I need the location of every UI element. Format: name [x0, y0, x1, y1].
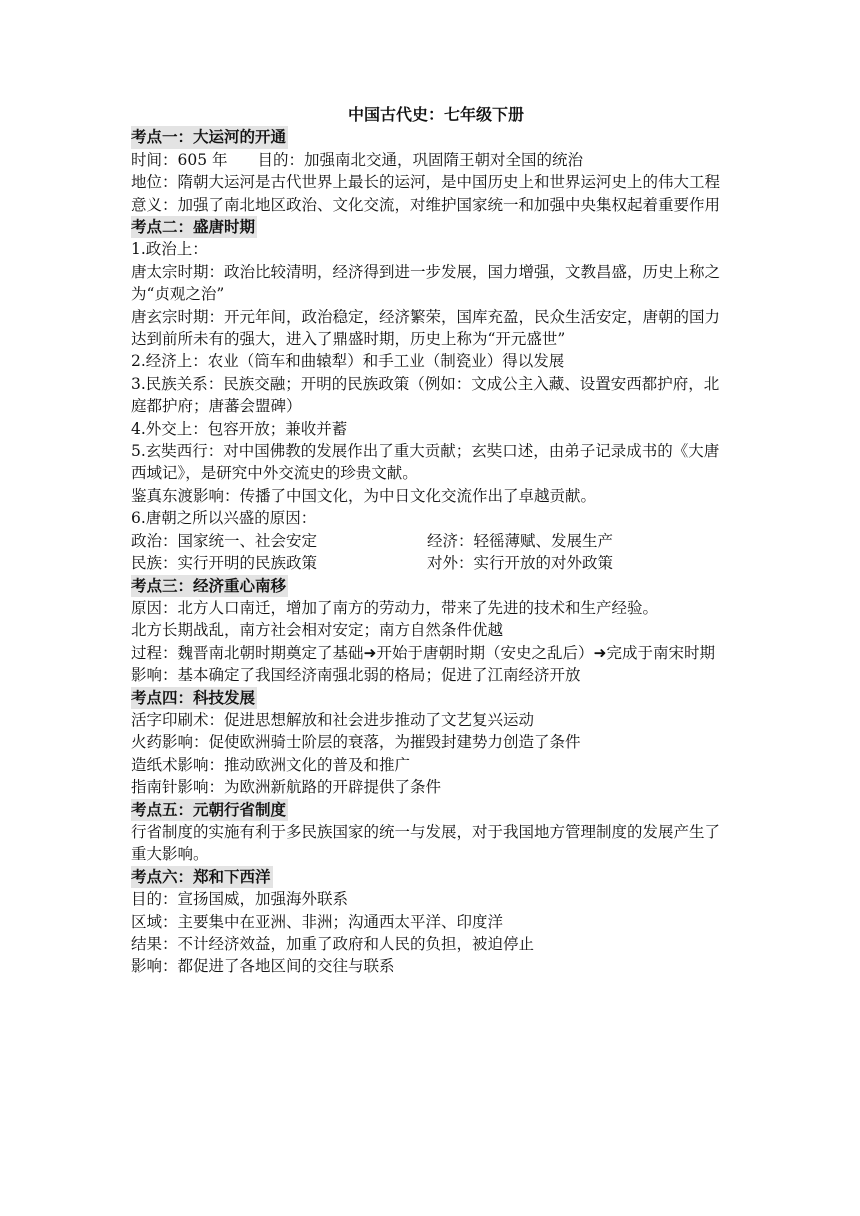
tang-economy: 2.经济上：农业（筒车和曲辕犁）和手工业（制瓷业）得以发展: [131, 352, 565, 371]
zhenghe-purpose: 目的：宣扬国威，加强海外联系: [131, 890, 349, 909]
section-province-system: [131, 799, 727, 866]
tang-diplomacy: 4.外交上：包容开放；兼收并蓄: [131, 419, 348, 438]
tang-politics-title: 1.政治上：: [131, 240, 208, 259]
document-title: 中国古代史：七年级下册: [347, 105, 524, 124]
shift-cause-cont: 北方长期战乱，南方社会相对安定；南方自然条件优越: [131, 621, 504, 640]
reasons-row: [131, 552, 727, 574]
tech-gunpowder: 火药影响：促使欧洲骑士阶层的衰落，为摧毁封建势力创造了条件: [131, 733, 581, 752]
tech-printing: 活字印刷术：促进思想解放和社会进步推动了文艺复兴运动: [131, 710, 535, 729]
section-heading: 考点五：元朝行省制度: [131, 799, 288, 821]
canal-time-purpose: [131, 149, 727, 171]
tech-compass: 指南针影响：为欧洲新航路的开辟提供了条件: [131, 778, 442, 797]
reason-foreign: 对外：实行开放的对外政策: [427, 554, 614, 573]
canal-time: 时间：605 年: [131, 150, 228, 169]
tang-xuanzang: 5.玄奘西行：对中国佛教的发展作出了重大贡献；玄奘口述，由弟子记录成书的《大唐西域记》，是研究中外交流史的珍贵文献。: [131, 442, 720, 483]
tech-paper: 造纸术影响：推动欧洲文化的普及和推广: [131, 755, 411, 774]
section-technology: [131, 687, 727, 799]
canal-purpose: 目的：加强南北交通，巩固隋王朝对全国的统治: [257, 150, 584, 169]
province-text: 行省制度的实施有利于多民族国家的统一与发展，对于我国地方管理制度的发展产生了重大影响。: [131, 822, 721, 864]
canal-status: 地位：隋朝大运河是古代世界上最长的运河，是中国历史上和世界运河史上的伟大工程: [131, 173, 721, 192]
section-grand-canal: [131, 126, 727, 216]
reasons-row: [131, 530, 727, 552]
tang-reasons-title: 6.唐朝之所以兴盛的原因：: [131, 509, 317, 528]
document-page: [131, 104, 727, 978]
tang-jianzhen: 鉴真东渡影响：传播了中国文化，为中日文化交流作出了卓越贡献。: [131, 486, 597, 505]
zhenghe-result: 结果：不计经济效益，加重了政府和人民的负担，被迫停止: [131, 935, 535, 954]
section-heading: 考点一：大运河的开通: [131, 126, 288, 148]
reason-economy: 经济：轻徭薄赋、发展生产: [427, 531, 614, 550]
section-heading: 考点四：科技发展: [131, 687, 257, 709]
reason-politics: 政治：国家统一、社会安定: [131, 531, 318, 550]
section-zheng-he: [131, 866, 727, 978]
canal-meaning: 意义：加强了南北地区政治、文化交流，对维护国家统一和加强中央集权起着重要作用: [131, 195, 721, 214]
zhenghe-region: 区域：主要集中在亚洲、非洲；沟通西太平洋、印度洋: [131, 912, 504, 931]
zhenghe-impact: 影响：都促进了各地区间的交往与联系: [131, 957, 395, 976]
tang-xuanzong: 唐玄宗时期：开元年间，政治稳定，经济繁荣，国库充盈，民众生活安定，唐朝的国力达到前所未有的强大，进入了鼎盛时期，历史上称为“开元盛世”: [131, 307, 721, 349]
shift-cause: 原因：北方人口南迁，增加了南方的劳动力，带来了先进的技术和生产经验。: [131, 598, 659, 617]
section-heading: 考点六：郑和下西洋: [131, 866, 273, 888]
tang-taizong: 唐太宗时期：政治比较清明，经济得到进一步发展，国力增强，文教昌盛，历史上称之为“贞观之治”: [131, 262, 721, 304]
tang-ethnic: 3.民族关系：民族交融；开明的民族政策（例如：文成公主入藏、设置安西都护府，北庭都护府；唐蕃会盟碑）: [131, 374, 720, 416]
section-economic-shift: [131, 575, 727, 687]
shift-impact: 影响：基本确定了我国经济南强北弱的格局；促进了江南经济开放: [131, 666, 581, 685]
section-heading: 考点三：经济重心南移: [131, 575, 288, 597]
section-tang-dynasty: [131, 216, 727, 575]
shift-process: 过程：魏晋南北朝时期奠定了基础➜开始于唐朝时期（安史之乱后）➜完成于南宋时期: [131, 643, 715, 662]
section-heading: 考点二：盛唐时期: [131, 216, 257, 238]
reason-ethnic: 民族：实行开明的民族政策: [131, 554, 318, 573]
